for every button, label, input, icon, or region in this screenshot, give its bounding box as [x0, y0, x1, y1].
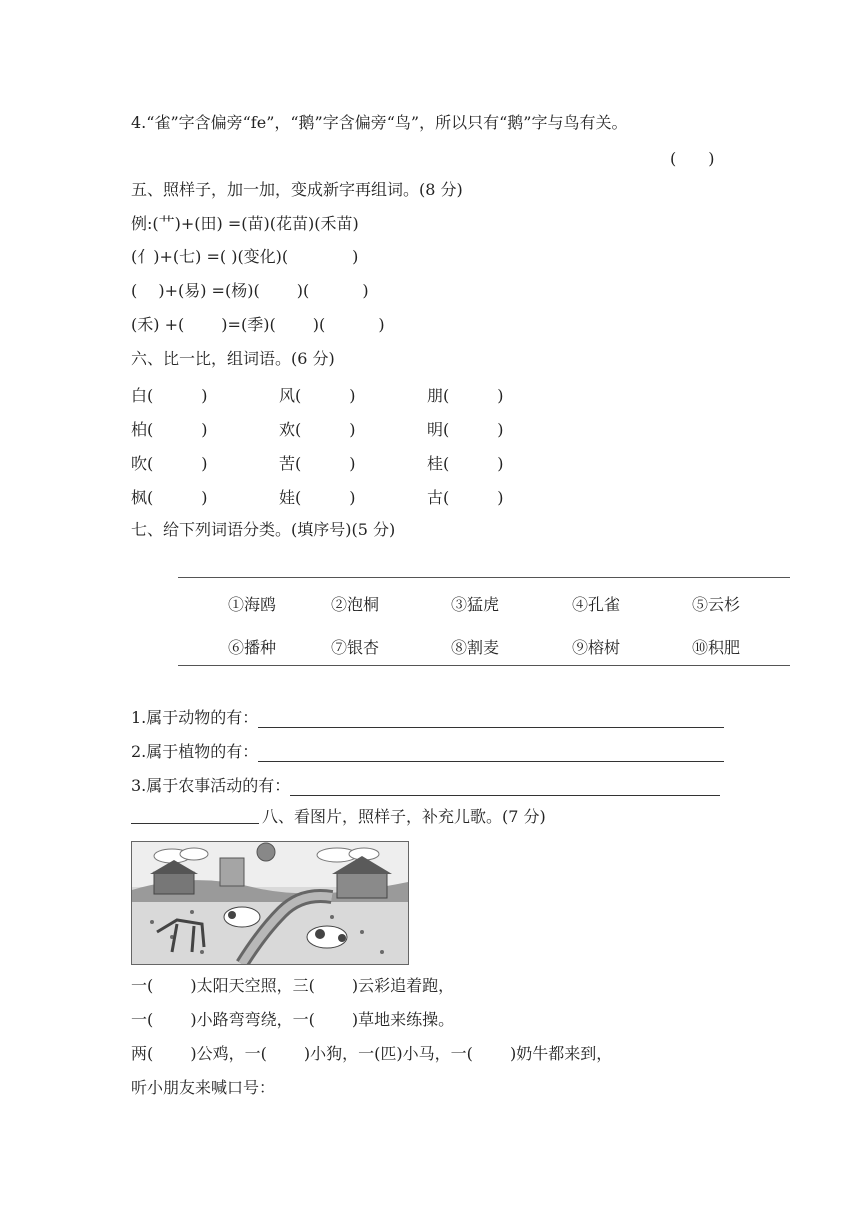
- answer-label: 2.属于植物的有：: [131, 742, 259, 761]
- compare-item: 柏( ): [131, 420, 208, 439]
- compare-item: 吹( ): [131, 454, 208, 473]
- answer-label: 1.属于动物的有：: [131, 708, 259, 727]
- answer-line-plants: [131, 739, 724, 762]
- section-5-line: ( )+(易) =(杨)( )( ): [131, 281, 369, 300]
- compare-item: 苦( ): [279, 454, 356, 473]
- section-6-title: 六、比一比，组词语。(6 分): [131, 349, 335, 368]
- compare-row: [131, 451, 611, 471]
- answer-label: 3.属于农事活动的有：: [131, 776, 291, 795]
- section-8-title: 八、看图片，照样子，补充儿歌。(7 分): [262, 807, 546, 826]
- section-5-example: 例:(艹)+(田) =(苗)(花苗)(禾苗): [131, 214, 359, 233]
- section-5-line: (禾) +( )=(季)( )( ): [131, 315, 385, 334]
- compare-item: 娃( ): [279, 488, 356, 507]
- word-box: [178, 577, 790, 666]
- compare-item: 风( ): [279, 386, 356, 405]
- word-item: ⑤云杉: [692, 595, 741, 614]
- compare-item: 朋( ): [427, 386, 504, 405]
- compare-item: 欢( ): [279, 420, 356, 439]
- rhyme-line: 听小朋友来喊口号：: [131, 1078, 276, 1097]
- section-7-title: 七、给下列词语分类。(填序号)(5 分): [131, 520, 396, 539]
- blank-line[interactable]: [131, 823, 259, 824]
- compare-item: 枫( ): [131, 488, 208, 507]
- word-item: ④孔雀: [572, 595, 621, 614]
- compare-row: [131, 417, 611, 437]
- section-5-line: (亻)+(七) =( )(变化)( ): [131, 247, 359, 266]
- compare-item: 明( ): [427, 420, 504, 439]
- answer-blank[interactable]: [258, 709, 724, 728]
- word-item: ⑦银杏: [331, 638, 380, 657]
- word-row: [178, 635, 790, 657]
- compare-item: 桂( ): [427, 454, 504, 473]
- farm-picture: [131, 841, 409, 965]
- word-item: ⑧割麦: [451, 638, 500, 657]
- rhyme-line: 一( )小路弯弯绕，一( )草地来练操。: [131, 1010, 455, 1029]
- answer-blank[interactable]: [290, 777, 720, 796]
- word-item: ⑥播种: [228, 638, 277, 657]
- answer-line-animals: [131, 705, 724, 728]
- word-row: [178, 592, 790, 614]
- word-item: ⑩积肥: [692, 638, 741, 657]
- word-item: ③猛虎: [451, 595, 500, 614]
- section-5-title: 五、照样子，加一加，变成新字再组词。(8 分): [131, 180, 463, 199]
- question-4: 4.“雀”字含偏旁“fe”，“鹅”字含偏旁“鸟”，所以只有“鹅”字与鸟有关。: [131, 113, 628, 132]
- word-item: ②泡桐: [331, 595, 380, 614]
- compare-item: 白( ): [131, 386, 208, 405]
- farm-scene-illustration: [132, 842, 408, 964]
- answer-blank[interactable]: [258, 743, 724, 762]
- compare-row: [131, 485, 611, 505]
- compare-row: [131, 383, 611, 403]
- answer-parens: ( ): [670, 149, 715, 168]
- rhyme-line: 一( )太阳天空照，三( )云彩追着跑，: [131, 976, 455, 995]
- rhyme-line: 两( )公鸡，一( )小狗，一(匹)小马，一( )奶牛都来到，: [131, 1044, 613, 1063]
- answer-line-farming: [131, 773, 720, 796]
- word-item: ⑨榕树: [572, 638, 621, 657]
- word-item: ①海鸥: [228, 595, 277, 614]
- compare-item: 古( ): [427, 488, 504, 507]
